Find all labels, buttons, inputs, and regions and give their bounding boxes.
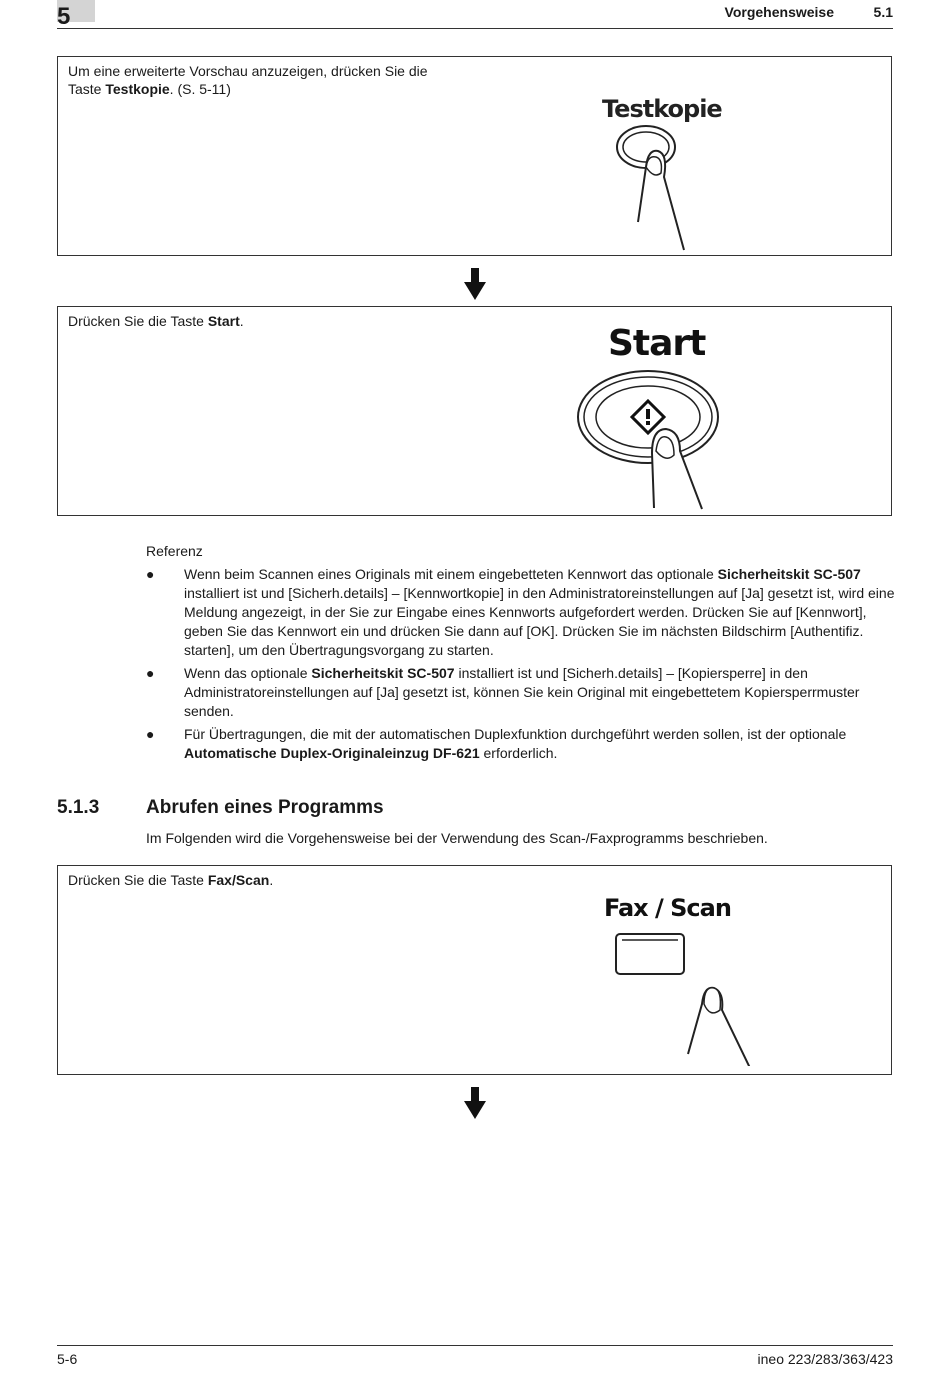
bullet-icon: ● (146, 665, 155, 681)
fax-scan-key-label: Fax / Scan (604, 894, 731, 922)
reference-bullet: ● Wenn das optionale Sicherheitskit SC-507 installiert ist und [Sicherh.details] – [Kopiersperre] in den Administratoreinstellungen auf [Ja] gesetzt ist, können Sie kein Original mit eingebettetem Kopiersperrmuster senden. (146, 665, 860, 719)
fax-scan-key-finger-illustration (598, 886, 768, 1066)
section-number: 5.1.3 (57, 797, 100, 818)
footer-rule (57, 1345, 893, 1346)
step-box-fax-scan (57, 865, 892, 1075)
step-instruction: Drücken Sie die Taste Start. (68, 313, 244, 329)
header-section: 5.1 (873, 4, 893, 20)
start-key-label: Start (608, 323, 706, 364)
section-intro: Im Folgenden wird die Vorgehensweise bei der Verwendung des Scan-/Faxprogramms beschrieben. (146, 830, 768, 846)
step-instruction: Um eine erweiterte Vorschau anzuzeigen, drücken Sie die Taste Testkopie. (S. 5-11) (68, 63, 428, 97)
step-box-testkopie (57, 56, 892, 256)
reference-bullet: ● Wenn beim Scannen eines Originals mit einem eingebetteten Kennwort das optionale Sicherheitskit SC-507 installiert ist und [Sicherh.details] – [Kennwortkopie] in den Administratoreinstellungen auf [Ja] gesetzt ist, wird eine Meldung angezeigt, in der Sie zur Eingabe eines Kennworts aufgefordert werden. Drücken Sie auf [Kennwort], geben Sie das Kennwort ein und drücken Sie dann auf [OK]. Drücken Sie im nächsten Bildschirm [Authentifiz. starten], um den Übertragungsvorgang zu starten. (146, 566, 895, 658)
header-title: Vorgehensweise (724, 4, 834, 20)
reference-bullet: ● Für Übertragungen, die mit der automatischen Duplexfunktion durchgeführt werden sollen, ist der optionale Automatische Duplex-Originaleinzug DF-621 erforderlich. (146, 726, 847, 761)
down-arrow-icon (464, 268, 486, 300)
start-key-finger-illustration (568, 313, 748, 513)
testkopie-key-label: Testkopie (602, 95, 722, 123)
bullet-icon: ● (146, 566, 155, 582)
step-instruction: Drücken Sie die Taste Fax/Scan. (68, 872, 274, 888)
footer-page-number: 5-6 (57, 1351, 78, 1367)
step-box-start (57, 306, 892, 516)
reference-title: Referenz (146, 543, 203, 559)
testkopie-key-finger-illustration (588, 87, 758, 257)
footer-model: ineo 223/283/363/423 (757, 1351, 893, 1367)
header-rule (57, 28, 893, 29)
chapter-number: 5 (57, 3, 71, 30)
section-title: Abrufen eines Programms (146, 797, 384, 818)
down-arrow-icon (464, 1087, 486, 1119)
bullet-icon: ● (146, 726, 155, 742)
reference-block (146, 542, 896, 767)
